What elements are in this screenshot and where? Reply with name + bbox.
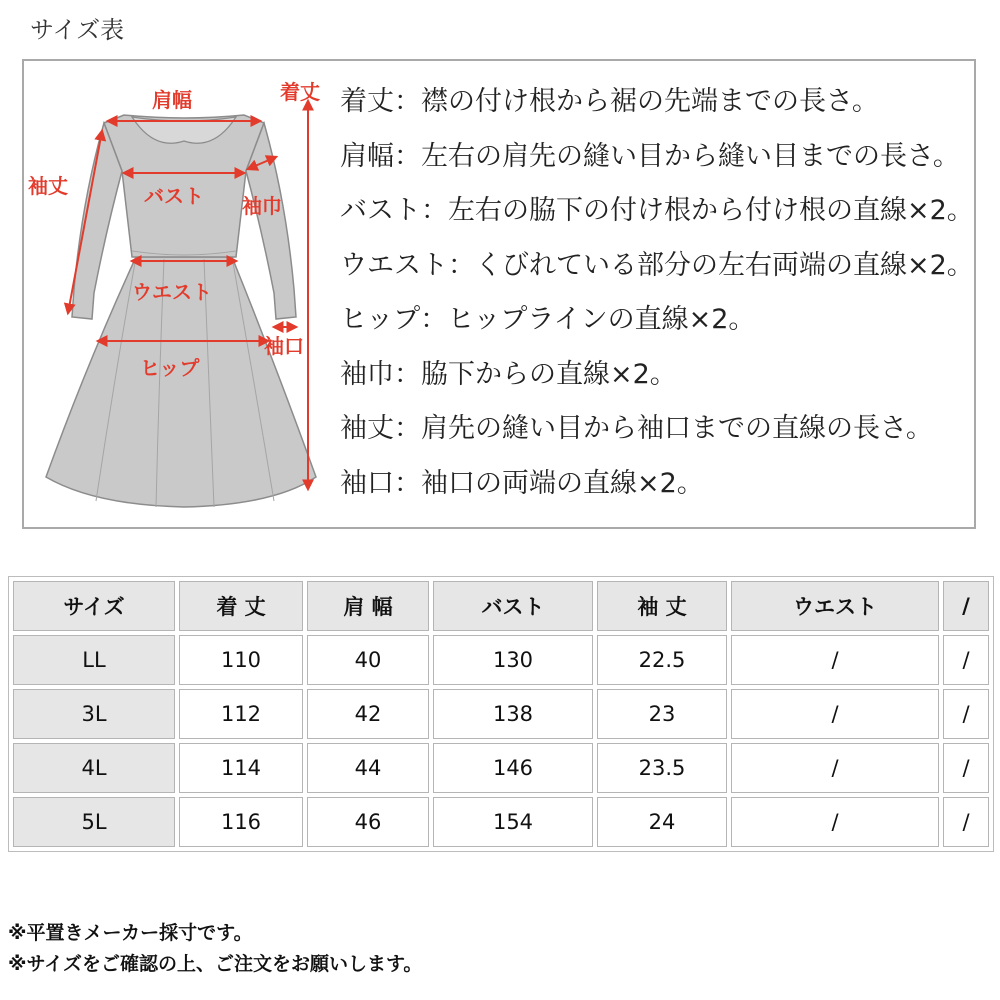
cell-sleeve-length: 22.5 [597, 635, 727, 685]
cell-waist: / [731, 689, 939, 739]
cell-bust: 130 [433, 635, 593, 685]
cell-slash: / [943, 689, 989, 739]
measurement-definitions [340, 75, 980, 511]
size-table [8, 576, 994, 852]
diagram-panel [22, 59, 976, 529]
header-bust: バスト [433, 581, 593, 631]
cell-slash: / [943, 635, 989, 685]
cell-size: 3L [13, 689, 175, 739]
cell-bust: 146 [433, 743, 593, 793]
bust-label: バスト [144, 184, 204, 208]
sleeve-length-label: 袖丈 [28, 174, 68, 198]
table-row [13, 635, 989, 685]
header-shoulder: 肩 幅 [307, 581, 429, 631]
hip-label: ヒップ [140, 356, 200, 380]
table-row [13, 689, 989, 739]
definition-sleeve-length: 袖丈：肩先の縫い目から袖口までの直線の長さ。 [340, 413, 933, 444]
definition-cuff: 袖口：袖口の両端の直線×2。 [340, 467, 704, 499]
cell-size: 5L [13, 797, 175, 847]
cell-size: 4L [13, 743, 175, 793]
cell-bust: 138 [433, 689, 593, 739]
cell-sleeve-length: 23.5 [597, 743, 727, 793]
header-sleeve-length: 袖 丈 [597, 581, 727, 631]
cell-slash: / [943, 797, 989, 847]
length-label: 着丈 [280, 80, 320, 104]
header-size: サイズ [13, 581, 175, 631]
cell-shoulder: 44 [307, 743, 429, 793]
cuff-label: 袖口 [264, 334, 304, 358]
cell-shoulder: 40 [307, 635, 429, 685]
table-row [13, 743, 989, 793]
sleeve-width-label: 袖巾 [242, 194, 282, 218]
dress-diagram [24, 61, 344, 527]
definition-hip: ヒップ：ヒップラインの直線×2。 [340, 304, 756, 335]
definition-length: 着丈：襟の付け根から裾の先端までの長さ。 [340, 86, 879, 117]
cell-waist: / [731, 635, 939, 685]
cell-waist: / [731, 743, 939, 793]
waist-label: ウエスト [132, 280, 212, 304]
cell-length: 110 [179, 635, 303, 685]
cell-slash: / [943, 743, 989, 793]
header-slash: / [943, 581, 989, 631]
cell-sleeve-length: 23 [597, 689, 727, 739]
cell-length: 114 [179, 743, 303, 793]
cell-size: LL [13, 635, 175, 685]
page-title: サイズ表 [30, 16, 125, 44]
table-row [13, 797, 989, 847]
note-measurement: ※平置きメーカー採寸です。 [8, 922, 253, 944]
table-header-row [13, 581, 989, 631]
definition-shoulder: 肩幅：左右の肩先の縫い目から縫い目までの長さ。 [340, 140, 960, 172]
cell-length: 112 [179, 689, 303, 739]
cell-length: 116 [179, 797, 303, 847]
definition-bust: バスト：左右の脇下の付け根から付け根の直線×2。 [340, 195, 974, 226]
cell-bust: 154 [433, 797, 593, 847]
cell-shoulder: 46 [307, 797, 429, 847]
notes [8, 918, 422, 980]
definition-sleeve-width: 袖巾：脇下からの直線×2。 [340, 358, 677, 390]
definition-waist: ウエスト：くびれている部分の左右両端の直線×2。 [340, 249, 974, 281]
shoulder-label: 肩幅 [152, 88, 192, 112]
cell-sleeve-length: 24 [597, 797, 727, 847]
header-length: 着 丈 [179, 581, 303, 631]
cell-shoulder: 42 [307, 689, 429, 739]
note-confirm-size: ※サイズをご確認の上、ご注文をお願いします。 [8, 953, 423, 975]
cell-waist: / [731, 797, 939, 847]
header-waist: ウエスト [731, 581, 939, 631]
right-sleeve-shape [246, 123, 296, 319]
